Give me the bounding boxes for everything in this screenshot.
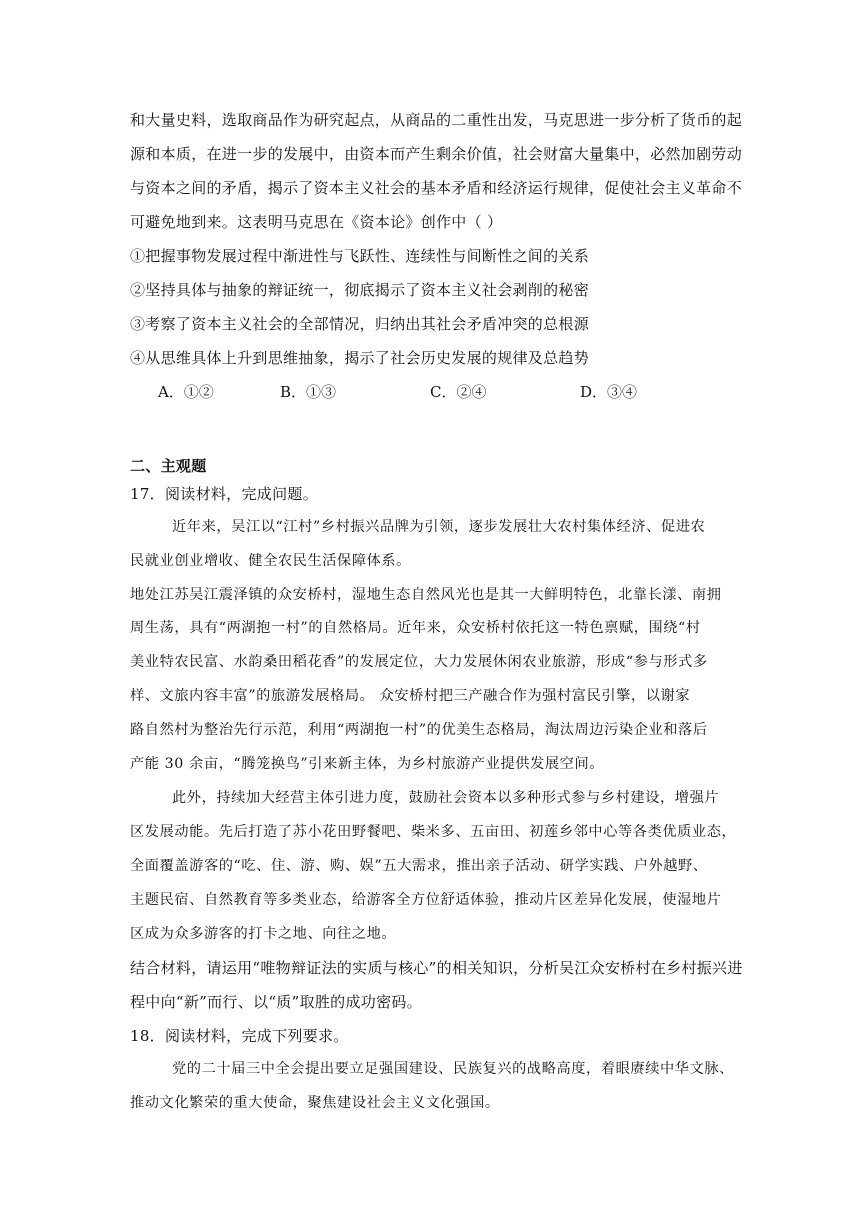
q18-material-line: 党的二十届三中全会提出要立足强国建设、民族复兴的战略高度，着眼赓续中华文脉、 bbox=[172, 1061, 734, 1077]
q16-statement-3: ③考察了资本主义社会的全部情况，归纳出其社会矛盾冲突的总根源 bbox=[130, 315, 590, 333]
q17-material-line: 主题民宿、自然教育等多类业态，给游客全方位舒适体验，推动片区差异化发展，使湿地片 bbox=[130, 892, 722, 908]
q17-material-line: 周生荡，具有“两湖抱一村”的自然格局。近年来，众安桥村依托这一特色禀赋，围绕“村 bbox=[130, 620, 701, 636]
q16-option-a[interactable]: A．①② bbox=[158, 383, 214, 401]
q17-material-line: 地处江苏吴江震泽镇的众安桥村，湿地生态自然风光也是其一大鲜明特色，北靠长漾、南拥 bbox=[130, 587, 722, 603]
q17-material-line: 产能 30 余亩，“腾笼换鸟”引来新主体，为乡村旅游产业提供发展空间。 bbox=[130, 756, 605, 772]
q16-stem-line: 源和本质，在进一步的发展中，由资本而产生剩余价值，社会财富大量集中，必然加剧劳动 bbox=[130, 145, 743, 163]
q17-heading: 17．阅读材料，完成问题。 bbox=[130, 485, 318, 503]
q16-stem-line: 与资本之间的矛盾，揭示了资本主义社会的基本矛盾和经济运行规律，促使社会主义革命不 bbox=[130, 179, 743, 197]
q16-option-c[interactable]: C．②④ bbox=[430, 383, 487, 401]
q17-material-line: 此外，持续加大经营主体引进力度，鼓励社会资本以多种形式参与乡村建设，增强片 bbox=[172, 790, 720, 806]
q17-material-line: 全面覆盖游客的“吃、住、游、购、娱”五大需求，推出亲子活动、研学实践、户外越野、 bbox=[130, 858, 708, 874]
q16-statement-4: ④从思维具体上升到思维抽象，揭示了社会历史发展的规律及总趋势 bbox=[130, 349, 590, 367]
q16-stem-line: 和大量史料，选取商品作为研究起点，从商品的二重性出发，马克思进一步分析了货币的起 bbox=[130, 111, 743, 129]
section-title: 二、主观题 bbox=[130, 457, 207, 475]
q17-material-line: 样、文旅内容丰富”的旅游发展格局。 众安桥村把三产融合作为强村富民引擎，以谢家 bbox=[130, 688, 691, 704]
q17-material-line: 区发展动能。先后打造了苏小花田野餐吧、柴米多、五亩田、初莲乡邻中心等各类优质业态， bbox=[130, 824, 737, 840]
q17-material-line: 区成为众多游客的打卡之地、向往之地。 bbox=[130, 926, 397, 942]
q16-statement-2: ②坚持具体与抽象的辩证统一，彻底揭示了资本主义社会剥削的秘密 bbox=[130, 281, 590, 299]
q17-question-line: 结合材料，请运用“唯物辩证法的实质与核心”的相关知识，分析吴江众安桥村在乡村振兴进 bbox=[130, 959, 743, 977]
q17-material-line: 近年来，吴江以“江村”乡村振兴品牌为引领，逐步发展壮大农村集体经济、促进农 bbox=[172, 519, 706, 535]
q17-question-line: 程中向“新”而行、以“质”取胜的成功密码。 bbox=[130, 993, 422, 1011]
q17-material-line: 路自然村为整治先行示范，利用“两湖抱一村”的优美生态格局，淘汰周边污染企业和落后 bbox=[130, 722, 708, 738]
q16-statement-1: ①把握事物发展过程中渐进性与飞跃性、连续性与间断性之间的关系 bbox=[130, 247, 590, 265]
q17-material-line: 美业特农民富、水韵桑田稻花香”的发展定位，大力发展休闲农业旅游，形成“参与形式多 bbox=[130, 654, 708, 670]
q16-option-b[interactable]: B．①③ bbox=[280, 383, 337, 401]
q18-heading: 18．阅读材料，完成下列要求。 bbox=[130, 1027, 349, 1045]
q18-material-line: 推动文化繁荣的重大使命，聚焦建设社会主义文化强国。 bbox=[130, 1095, 500, 1111]
q16-stem-line: 可避免地到来。这表明马克思在《资本论》创作中（ ） bbox=[130, 213, 503, 231]
q17-material-line: 民就业创业增收、健全农民生活保障体系。 bbox=[130, 553, 411, 569]
q16-option-d[interactable]: D．③④ bbox=[580, 383, 638, 401]
